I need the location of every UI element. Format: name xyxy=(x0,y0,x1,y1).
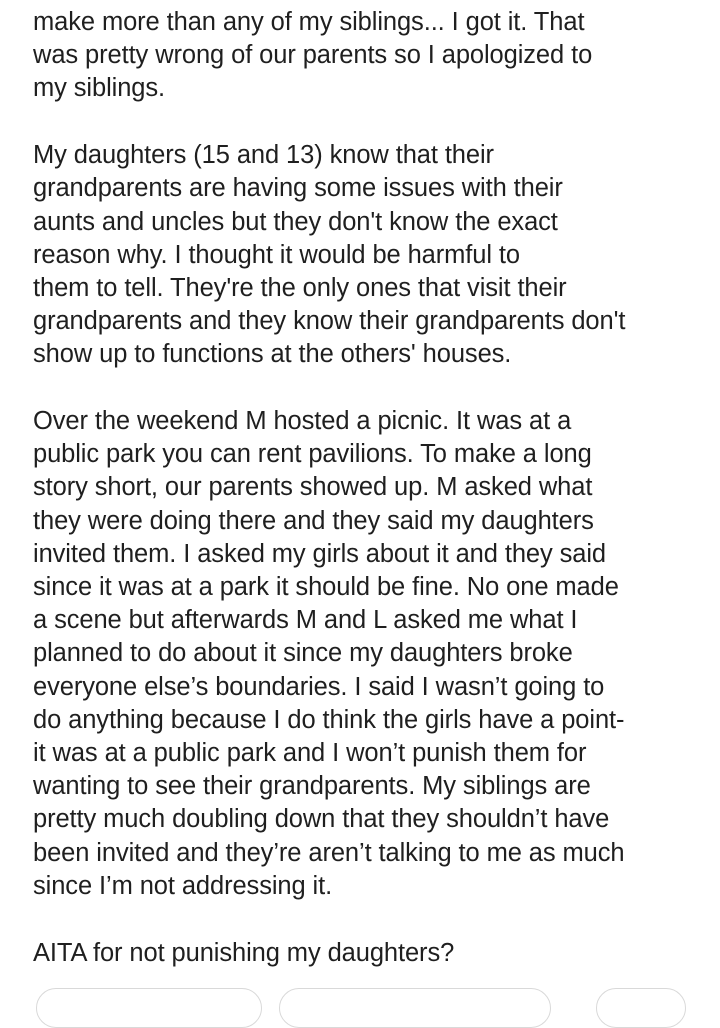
vote-button[interactable] xyxy=(36,988,262,1028)
text-line: them to tell. They're the only ones that visit their xyxy=(33,273,567,302)
post-body xyxy=(33,6,713,970)
text-line: since I’m not addressing it. xyxy=(33,871,333,900)
paragraph xyxy=(33,6,713,106)
text-line: planned to do about it since my daughters broke xyxy=(33,639,573,668)
paragraph xyxy=(33,405,713,903)
post-question xyxy=(33,937,713,970)
text-line: everyone else’s boundaries. I said I wasn’t going to xyxy=(33,672,605,701)
text-line: invited them. I asked my girls about it and they said xyxy=(33,539,606,568)
text-line: was pretty wrong of our parents so I apologized to xyxy=(33,41,593,70)
text-line: Over the weekend M hosted a picnic. It was at a xyxy=(33,407,572,436)
text-line: make more than any of my siblings... I got it. That xyxy=(33,8,585,36)
text-line: pretty much doubling down that they shouldn’t have xyxy=(33,805,610,834)
action-bar xyxy=(0,988,720,1018)
text-line: story short, our parents showed up. M asked what xyxy=(33,473,593,502)
comment-button[interactable] xyxy=(279,988,551,1028)
text-line: My daughters (15 and 13) know that their xyxy=(33,141,494,170)
text-line: show up to functions at the others' houses. xyxy=(33,340,512,369)
text-line: do anything because I do think the girls have a point- xyxy=(33,705,625,734)
text-line: wanting to see their grandparents. My siblings are xyxy=(33,772,591,801)
text-line: since it was at a park it should be fine. No one made xyxy=(33,573,619,602)
text-line: AITA for not punishing my daughters? xyxy=(33,938,455,967)
text-line: reason why. I thought it would be harmful to xyxy=(33,240,520,269)
text-line: my siblings. xyxy=(33,74,166,103)
text-line: a scene but afterwards M and L asked me what I xyxy=(33,606,578,635)
text-line: grandparents and they know their grandparents don't xyxy=(33,307,626,336)
text-line: it was at a public park and I won’t punish them for xyxy=(33,739,587,768)
text-line: they were doing there and they said my daughters xyxy=(33,506,594,535)
text-line: been invited and they’re aren’t talking to me as much xyxy=(33,838,625,867)
text-line: aunts and uncles but they don't know the exact xyxy=(33,207,558,236)
text-line: public park you can rent pavilions. To make a long xyxy=(33,440,592,469)
paragraph xyxy=(33,139,713,371)
share-button[interactable] xyxy=(596,988,686,1028)
text-line: grandparents are having some issues with their xyxy=(33,174,563,203)
